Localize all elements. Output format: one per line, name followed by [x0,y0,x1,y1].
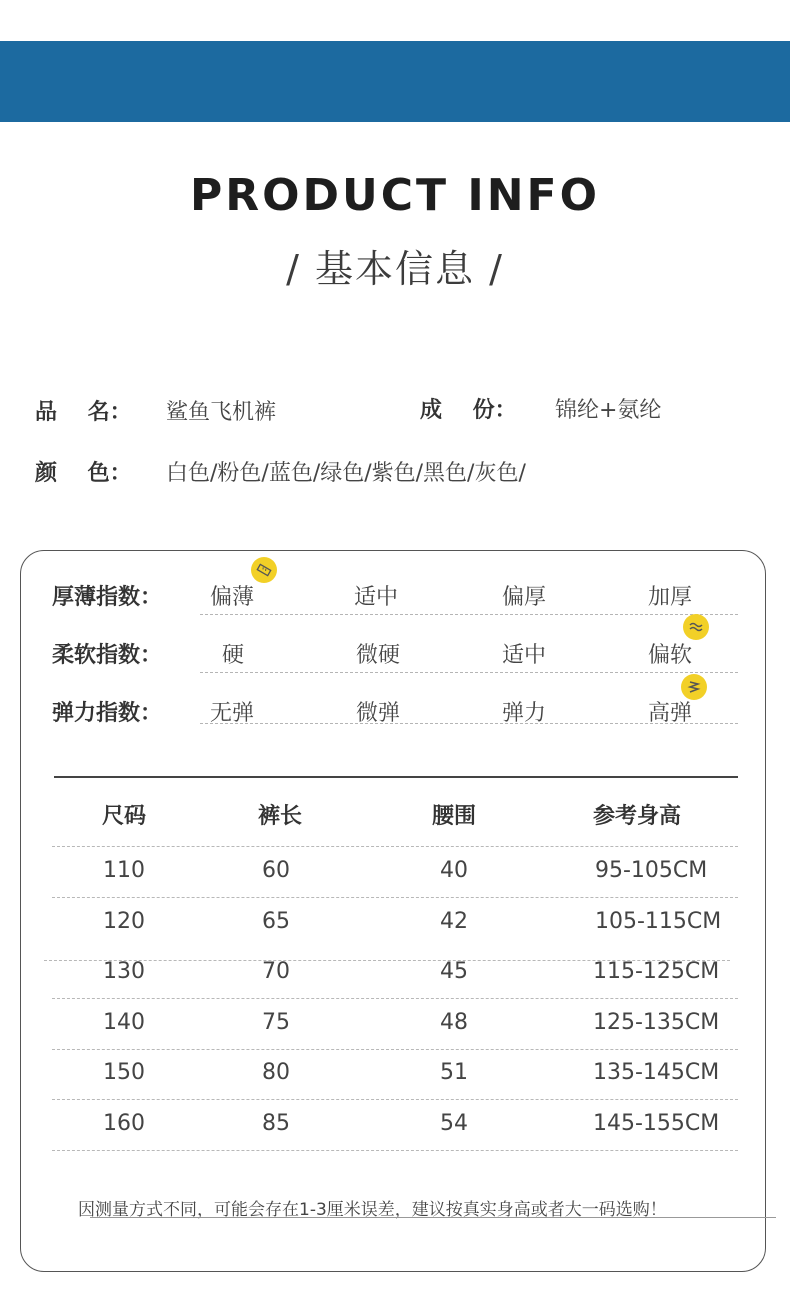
row-divider [52,897,738,898]
table-cell: 51 [440,1060,468,1085]
row-divider [52,998,738,999]
table-cell: 80 [262,1060,290,1085]
table-cell: 115-125CM [593,959,720,984]
elasticity-option: 微弹 [356,701,401,726]
table-cell: 105-115CM [595,909,722,934]
softness-option: 微硬 [356,643,401,668]
name-value: 鲨鱼飞机裤 [166,400,277,425]
page-title-cn: / 基本信息 / [286,247,504,291]
row-divider [52,846,738,847]
index-divider [200,614,738,615]
footnote-underline [90,1217,776,1218]
table-cell: 54 [440,1111,468,1136]
ruler-icon [251,557,277,583]
col-header-height: 参考身高 [593,804,682,829]
softness-label: 柔软指数： [52,643,163,668]
softness-option: 适中 [502,643,547,668]
softness-option: 偏软 [648,643,693,668]
table-top-rule [54,776,738,778]
table-cell: 95-105CM [595,858,708,883]
thickness-option: 偏厚 [502,585,547,610]
header-bar [0,41,790,122]
material-value: 锦纶+氨纶 [555,398,662,423]
material-label: 成 份： [420,398,517,423]
table-cell: 45 [440,959,468,984]
table-cell: 48 [440,1010,468,1035]
table-cell: 140 [103,1010,145,1035]
table-cell: 110 [103,858,145,883]
color-value: 白色/粉色/蓝色/绿色/紫色/黑色/灰色/ [166,461,526,486]
row-divider [52,1099,738,1100]
table-cell: 65 [262,909,290,934]
table-cell: 40 [440,858,468,883]
thickness-option: 适中 [354,585,399,610]
table-cell: 42 [440,909,468,934]
elasticity-option: 无弹 [210,701,255,726]
page-title-en: PRODUCT INFO [189,170,601,221]
thickness-option: 偏薄 [210,585,255,610]
table-cell: 75 [262,1010,290,1035]
row-divider [52,1049,738,1050]
table-cell: 85 [262,1111,290,1136]
softness-option: 硬 [222,643,245,668]
measurement-note: 因测量方式不同，可能会存在1-3厘米误差，建议按真实身高或者大一码选购！ [78,1200,667,1220]
elasticity-label: 弹力指数： [52,701,163,726]
color-label: 颜 色： [35,461,132,486]
index-divider [200,723,738,724]
col-header-size: 尺码 [102,804,147,829]
elasticity-option: 高弹 [648,701,693,726]
col-header-length: 裤长 [258,804,303,829]
table-cell: 150 [103,1060,145,1085]
col-header-waist: 腰围 [432,804,477,829]
table-cell: 130 [103,959,145,984]
wave-icon [683,614,709,640]
table-cell: 70 [262,959,290,984]
spring-icon [681,674,707,700]
index-divider [200,672,738,673]
table-cell: 125-135CM [593,1010,720,1035]
row-divider [52,1150,738,1151]
table-cell: 60 [262,858,290,883]
table-cell: 120 [103,909,145,934]
table-cell: 160 [103,1111,145,1136]
table-cell: 135-145CM [593,1060,720,1085]
table-cell: 145-155CM [593,1111,720,1136]
thickness-option: 加厚 [648,585,693,610]
elasticity-option: 弹力 [502,701,547,726]
name-label: 品 名： [35,400,132,425]
thickness-label: 厚薄指数： [52,585,163,610]
